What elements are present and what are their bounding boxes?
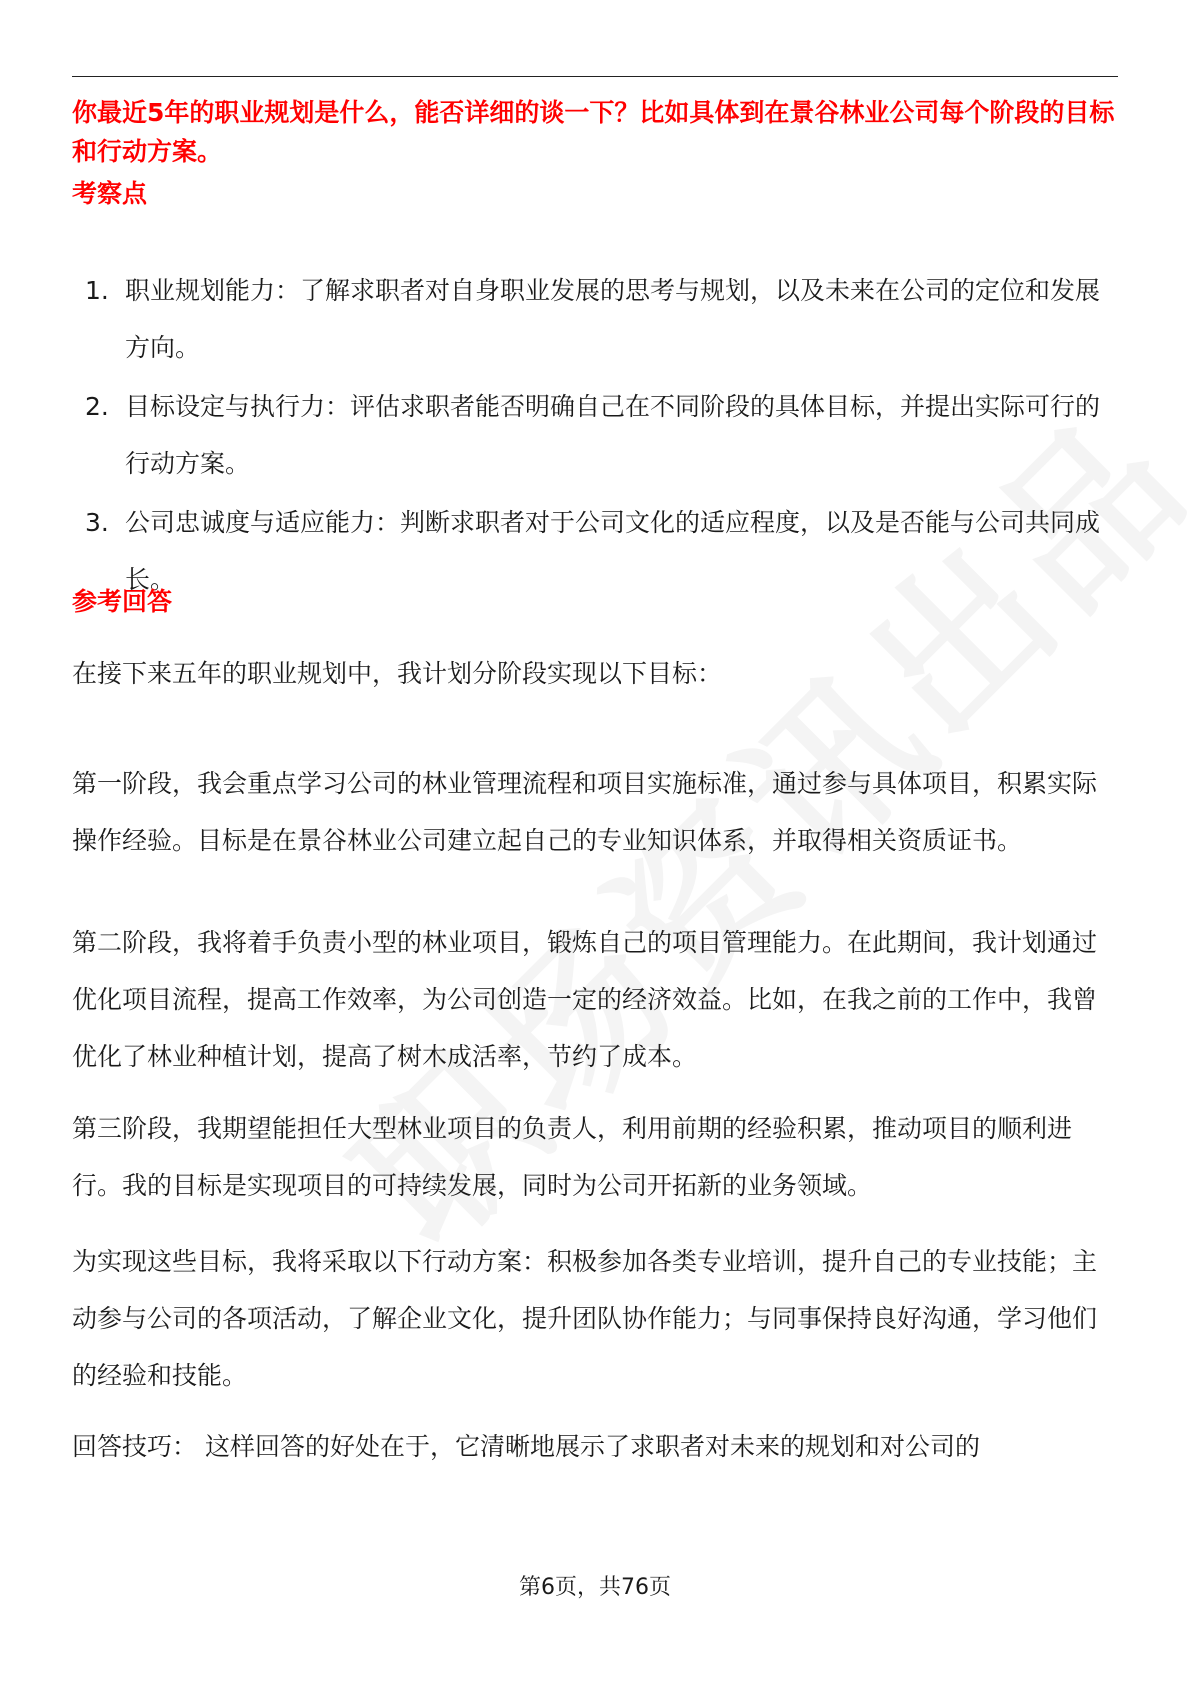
answer-paragraph-stage3: 第三阶段，我期望能担任大型林业项目的负责人，利用前期的经验积累，推动项目的顺利进行。我的目标是实现项目的可持续发展，同时为公司开拓新的业务领域。 <box>72 1114 1073 1200</box>
examine-points-list <box>72 262 1118 610</box>
answer-paragraph-stage2: 第二阶段，我将着手负责小型的林业项目，锻炼自己的项目管理能力。在此期间，我计划通过优化项目流程，提高工作效率，为公司创造一定的经济效益。比如，在我之前的工作中，我曾优化了林业种植计划，提高了树木成活率，节约了成本。 <box>72 928 1098 1071</box>
top-divider <box>72 76 1118 77</box>
point-number: 2. <box>85 392 109 421</box>
reference-answer-heading: 参考回答 <box>72 587 173 616</box>
examine-points-heading: 考察点 <box>72 179 148 208</box>
document-page <box>72 0 1118 1684</box>
examine-point <box>72 262 1118 376</box>
examine-point <box>72 494 1118 608</box>
point-text: 职业规划能力：了解求职者对自身职业发展的思考与规划，以及未来在公司的定位和发展方向。 <box>125 276 1101 362</box>
answer-paragraph-intro: 在接下来五年的职业规划中，我计划分阶段实现以下目标： <box>72 659 723 688</box>
examine-point <box>72 378 1118 492</box>
answer-tips: 回答技巧： 这样回答的好处在于，它清晰地展示了求职者对未来的规划和对公司的 <box>72 1432 980 1461</box>
page-footer: 第6页，共76页 <box>519 1575 671 1600</box>
point-text: 公司忠诚度与适应能力：判断求职者对于公司文化的适应程度，以及是否能与公司共同成长。 <box>125 508 1101 594</box>
answer-paragraph-stage1: 第一阶段，我会重点学习公司的林业管理流程和项目实施标准，通过参与具体项目，积累实际操作经验。目标是在景谷林业公司建立起自己的专业知识体系，并取得相关资质证书。 <box>72 769 1098 855</box>
point-number: 1. <box>85 276 109 305</box>
answer-paragraph-actions: 为实现这些目标，我将采取以下行动方案：积极参加各类专业培训，提升自己的专业技能；主动参与公司的各项活动，了解企业文化，提升团队协作能力；与同事保持良好沟通，学习他们的经验和技能。 <box>72 1247 1098 1390</box>
point-text: 目标设定与执行力：评估求职者能否明确自己在不同阶段的具体目标，并提出实际可行的行动方案。 <box>125 392 1101 478</box>
interview-question: 你最近5年的职业规划是什么，能否详细的谈一下？比如具体到在景谷林业公司每个阶段的目标和行动方案。 <box>72 98 1115 166</box>
point-number: 3. <box>85 508 109 537</box>
